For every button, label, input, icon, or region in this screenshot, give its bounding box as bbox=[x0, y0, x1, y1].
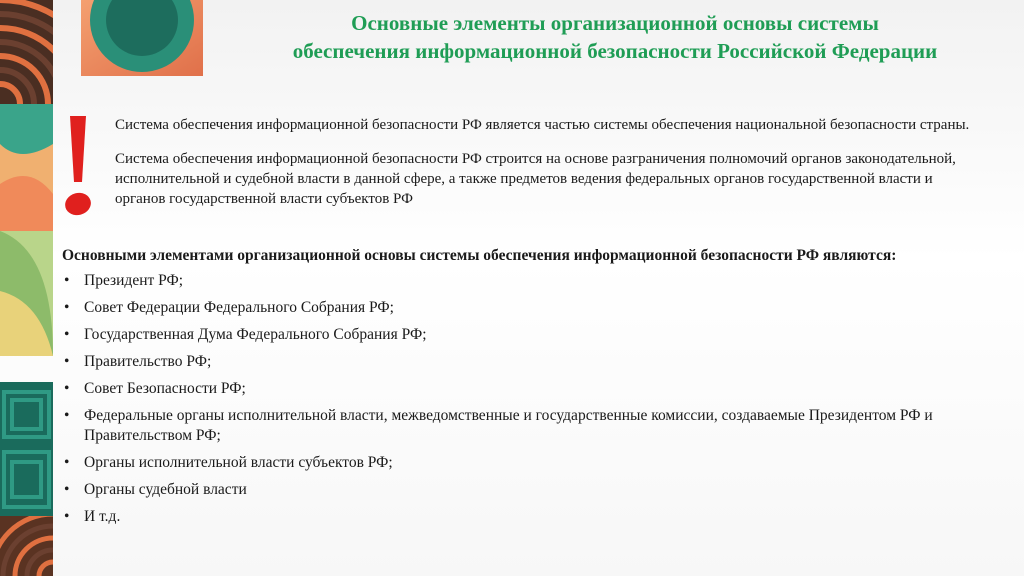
list-item bbox=[62, 325, 992, 345]
intro-paragraph-2: Система обеспечения информационной безопасности РФ строится на основе разграничения полномочий органов законодательной, исполнительной и судебной власти в данной сфере, а также предметов ведения федеральных органов государственной власти и органов государственной власти субъектов РФ bbox=[115, 151, 956, 207]
list-heading: Основными элементами организационной основы системы обеспечения информационной безопасности РФ являются: bbox=[62, 247, 897, 264]
intro-text bbox=[115, 115, 985, 223]
list-item bbox=[62, 379, 992, 399]
intro-paragraph-1: Система обеспечения информационной безопасности РФ является частью системы обеспечения национальной безопасности страны. bbox=[115, 117, 970, 133]
list-item bbox=[62, 507, 992, 527]
decorative-shape-orange bbox=[0, 104, 53, 231]
bullet-icon: • bbox=[64, 353, 70, 370]
bullet-icon: • bbox=[64, 380, 70, 397]
bullet-icon: • bbox=[64, 454, 70, 471]
exclamation-mark-icon bbox=[60, 112, 100, 222]
elements-list-block bbox=[62, 246, 992, 534]
list-item-text: Правительство РФ; bbox=[84, 353, 212, 370]
list-item bbox=[62, 298, 992, 318]
page-title bbox=[215, 9, 1015, 65]
list-item-text: Органы судебной власти bbox=[84, 481, 247, 498]
page-title-line-1: Основные элементы организационной основы системы bbox=[351, 11, 879, 35]
decorative-shape-green bbox=[0, 231, 53, 356]
list-item-text: Совет Федерации Федерального Собрания РФ; bbox=[84, 299, 394, 316]
list-item bbox=[62, 271, 992, 291]
bullet-icon: • bbox=[64, 508, 70, 525]
list-item bbox=[62, 480, 992, 500]
list-item-text: Президент РФ; bbox=[84, 272, 184, 289]
list-item bbox=[62, 453, 992, 473]
decorative-circle-square bbox=[81, 0, 203, 76]
decorative-arcs-bottom bbox=[0, 516, 53, 576]
bullet-icon: • bbox=[64, 272, 70, 289]
elements-list bbox=[62, 271, 992, 527]
list-item-text: Государственная Дума Федерального Собрания РФ; bbox=[84, 326, 427, 343]
bullet-icon: • bbox=[64, 299, 70, 316]
list-item bbox=[62, 406, 992, 446]
list-item-text: Совет Безопасности РФ; bbox=[84, 380, 246, 397]
bullet-icon: • bbox=[64, 407, 70, 424]
page-title-line-2: обеспечения информационной безопасности Российской Федерации bbox=[292, 39, 938, 63]
decorative-arcs-top bbox=[0, 0, 53, 104]
list-item-text: И т.д. bbox=[84, 508, 121, 525]
bullet-icon: • bbox=[64, 326, 70, 343]
list-item bbox=[62, 352, 992, 372]
list-item-text: Органы исполнительной власти субъектов РФ; bbox=[84, 454, 393, 471]
decorative-squares-teal bbox=[0, 382, 53, 516]
list-item-text: Федеральные органы исполнительной власти, межведомственные и государственные комиссии, создаваемые Президентом РФ и Правительством РФ; bbox=[84, 407, 933, 444]
bullet-icon: • bbox=[64, 481, 70, 498]
